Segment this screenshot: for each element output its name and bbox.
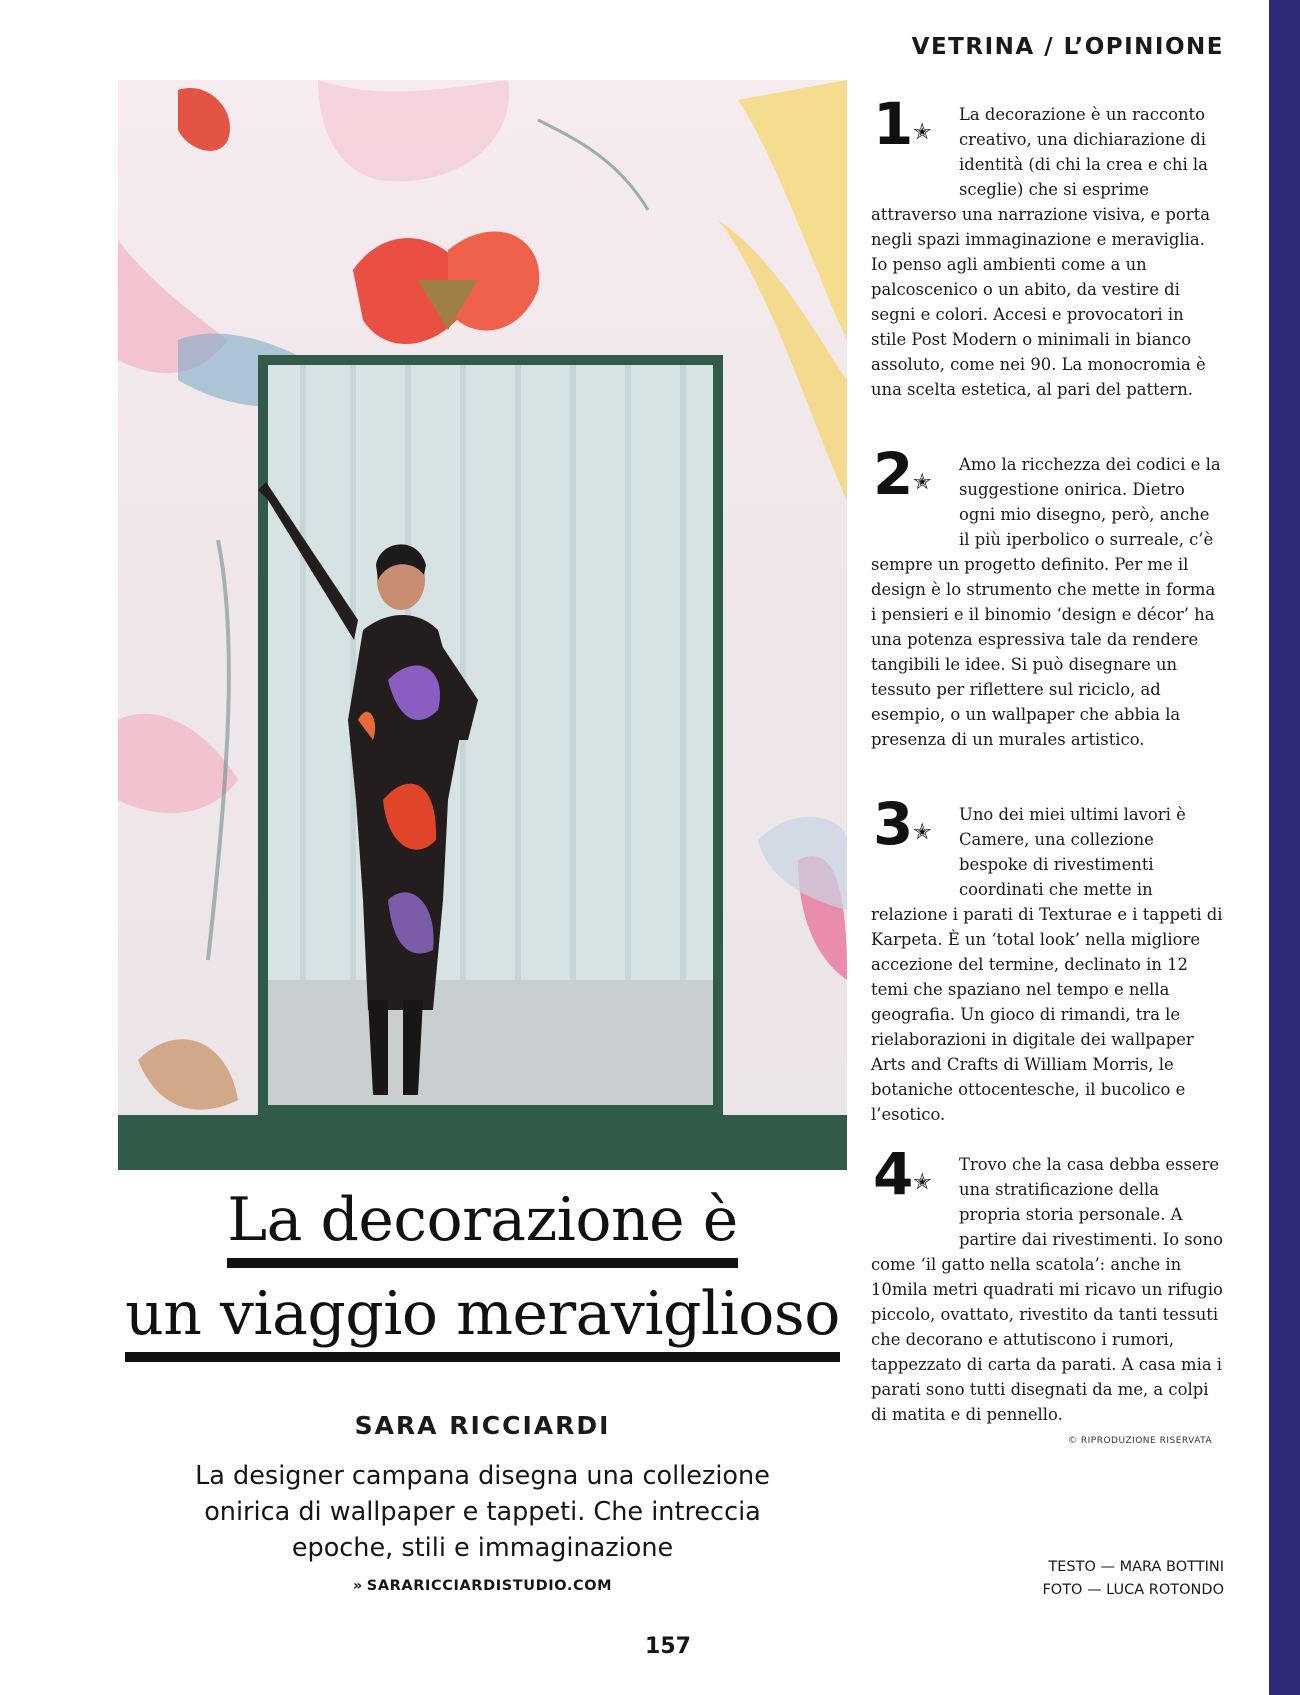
- opinion-text: Uno dei miei ultimi lavori è Camere, una collezione bespoke di rivestimenti coordinati che mette in relazione i parati di Texturae e i tappeti di Karpeta. È un ‘total look’ nella migliore accezione del termine, declinato in 12 temi che spaziano nel tempo e nella geografia. Un gioco di rimandi, tra le rielaborazioni in digitale dei wallpaper Arts and Crafts di William Morris, le botaniche ottocentesche, il bucolico e l’esotico.: [871, 805, 1223, 1124]
- opinion-text: La decorazione è un racconto creativo, una dichiarazione di identità (di chi la crea e chi la sceglie) che si esprime attraverso una narrazione visiva, e porta negli spazi immaginazione e meraviglia. Io penso agli ambienti come a un palcoscenico o un abito, da vestire di segni e colori. Accesi e provocatori in stile Post Modern o minimali in bianco assoluto, come nei 90. La monocromia è una scelta estetica, al pari del pattern.: [871, 105, 1210, 399]
- opinion-number: 1: [873, 90, 914, 158]
- chevron-arrow-icon: »: [352, 1578, 363, 1594]
- website-link[interactable]: [118, 1578, 847, 1594]
- headline-line-1: La decorazione è: [227, 1190, 737, 1268]
- opinion-3: [871, 790, 1223, 1127]
- section-label: VETRINA / L’OPINIONE: [911, 34, 1224, 60]
- page-number: 157: [645, 1634, 691, 1659]
- text-credit: TESTO — MARA BOTTINI: [1048, 1559, 1224, 1575]
- star-icon: ✭: [913, 120, 932, 145]
- opinion-number: 2: [873, 440, 914, 508]
- portrait-photo: [118, 80, 847, 1170]
- credits: [1042, 1556, 1224, 1602]
- opinion-text: Trovo che la casa debba essere una stratificazione della propria storia personale. A partire dai rivestimenti. Io sono come ‘il gatto nella scatola’: anche in 10mila metri quadrati mi ricavo un rifugio piccolo, ovattato, rivestito da tanti tessuti che decorano e attutiscono i rumori, tappezzato di carta da parati. A casa mia i parati sono tutti disegnati da me, a colpi di matita e di pennello.: [871, 1155, 1223, 1424]
- opinion-text: Amo la ricchezza dei codici e la suggestione onirica. Dietro ogni mio disegno, però, anche il più iperbolico o surreale, c’è sempre un progetto definito. Per me il design è lo strumento che mette in forma i pensieri e il binomio ‘design e décor’ ha una potenza espressiva tale da rendere tangibili le idee. Si può disegnare un tessuto per riflettere sul riciclo, ad esempio, o un wallpaper che abbia la presenza di un murales artistico.: [871, 455, 1221, 749]
- opinion-number: 3: [873, 790, 914, 858]
- star-icon: ✭: [913, 820, 932, 845]
- rights-notice: © RIPRODUZIONE RISERVATA: [1068, 1436, 1213, 1446]
- star-icon: ✭: [913, 470, 932, 495]
- opinion-4: [871, 1140, 1223, 1427]
- opinion-number: 4: [873, 1140, 914, 1208]
- photo-credit: FOTO — LUCA ROTONDO: [1042, 1582, 1224, 1598]
- headline-line-2: un viaggio meraviglioso: [125, 1284, 840, 1362]
- subtitle: La designer campana disegna una collezione onirica di wallpaper e tappeti. Che intreccia epoche, stili e immaginazione: [195, 1461, 770, 1563]
- headline: [118, 1185, 847, 1362]
- opinion-1: [871, 90, 1223, 402]
- website-url: SARARICCIARDISTUDIO.COM: [366, 1578, 613, 1594]
- author-name: SARA RICCIARDI: [354, 1411, 611, 1440]
- page-edge-accent-bar: [1269, 0, 1300, 1695]
- opinion-2: [871, 440, 1223, 752]
- star-icon: ✭: [913, 1170, 932, 1195]
